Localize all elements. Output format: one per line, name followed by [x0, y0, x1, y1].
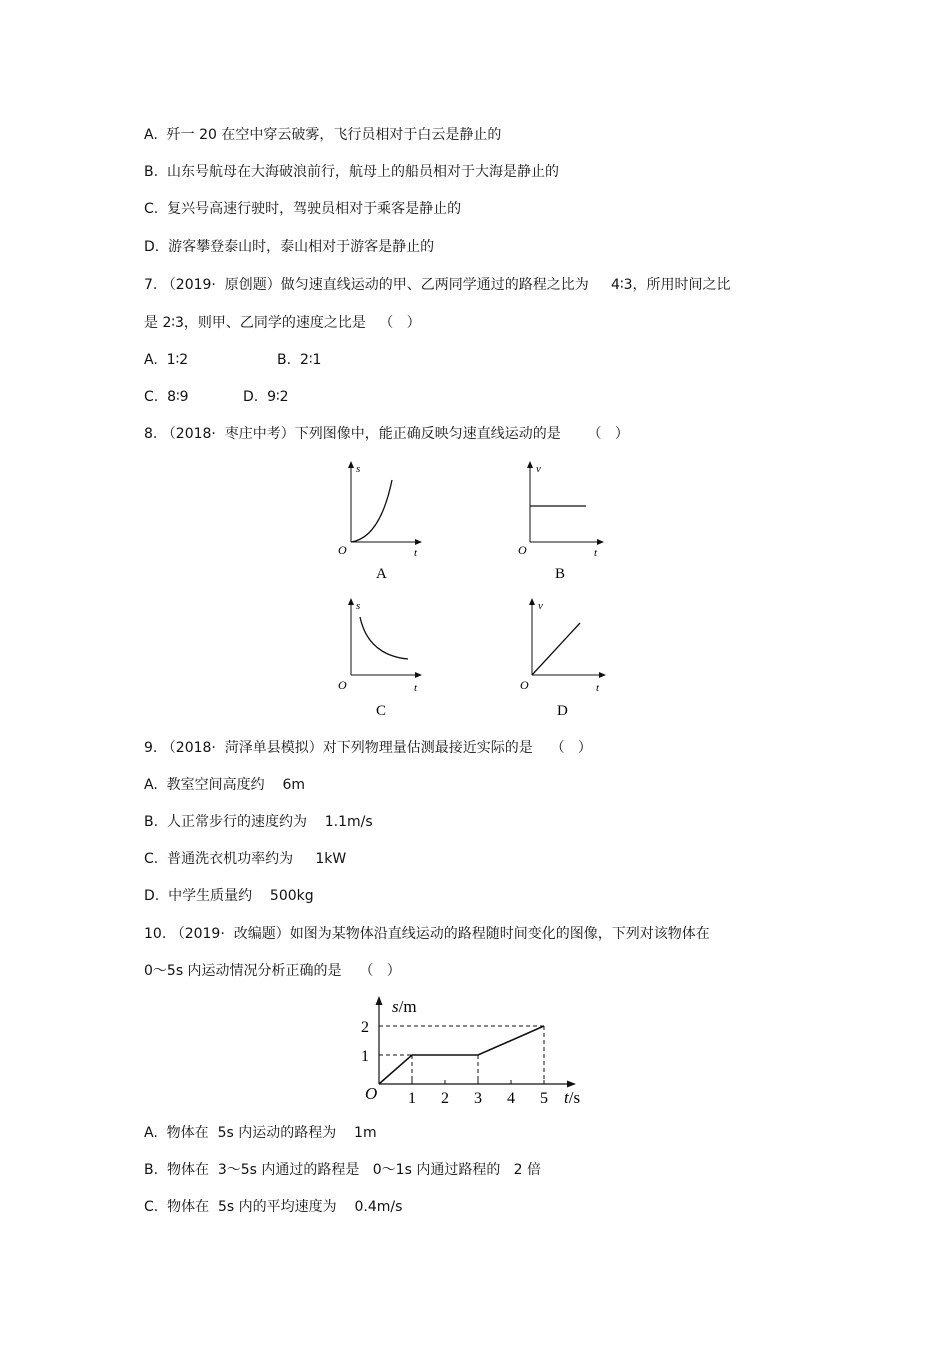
graph-a-x-label: t [414, 547, 418, 559]
x-tick-label: 1 [408, 1090, 416, 1107]
graph-d-label: D [557, 703, 568, 719]
x-tick-label: 2 [441, 1090, 449, 1107]
q7-stem-line1: 7. （2019· 原创题）做匀速直线运动的甲、乙两同学通过的路程之比为 4∶3，所用时间之比 [144, 277, 731, 293]
graph-c [330, 595, 430, 725]
graph-b-y-label: v [536, 463, 541, 475]
y-axis-label: s/m [392, 997, 417, 1016]
q10-stem-line2: 0～5s 内运动情况分析正确的是 （ ） [144, 963, 401, 979]
graph-b-origin: O [518, 543, 527, 557]
graph-a [330, 458, 430, 588]
x-axis-arrow [567, 1081, 576, 1088]
graph-c-y-label: s [356, 600, 361, 612]
graph-c-label: C [376, 703, 387, 719]
graph-a-y-label: s [356, 463, 361, 475]
q7-option-d: D. 9∶2 [243, 389, 289, 405]
graph-c-origin: O [338, 678, 347, 692]
q7-option-b: B. 2∶1 [277, 352, 322, 368]
q10-option-a: A. 物体在 5s 内运动的路程为 1m [144, 1125, 377, 1141]
graph-b-x-label: t [594, 547, 598, 559]
q9-stem: 9. （2018· 菏泽单县模拟）对下列物理量估测最接近实际的是 （ ） [144, 740, 592, 756]
q6-option-d: D. 游客攀登泰山时，泰山相对于游客是静止的 [144, 239, 435, 255]
y-tick-label: 2 [361, 1019, 369, 1036]
q7-option-a: A. 1∶2 [144, 352, 189, 368]
graph-a-label: A [376, 566, 387, 582]
y-axis-arrow [376, 996, 383, 1005]
graph-d [508, 595, 618, 725]
graph-a-origin: O [338, 543, 347, 557]
q9-option-b: B. 人正常步行的速度约为 1.1m/s [144, 814, 373, 830]
s-t-chart [355, 992, 595, 1112]
q10-option-b: B. 物体在 3～5s 内通过的路程是 0～1s 内通过路程的 2 倍 [144, 1162, 542, 1178]
graph-d-y-label: v [538, 600, 543, 612]
q6-option-b: B. 山东号航母在大海破浪前行，航母上的船员相对于大海是静止的 [144, 164, 559, 180]
q9-option-d: D. 中学生质量约 500kg [144, 888, 314, 904]
q8-stem: 8. （2018· 枣庄中考）下列图像中，能正确反映匀速直线运动的是 （ ） [144, 426, 629, 442]
origin-label: O [365, 1084, 378, 1103]
q9-option-a: A. 教室空间高度约 6m [144, 777, 306, 793]
x-tick-label: 5 [540, 1090, 548, 1107]
y-tick-label: 1 [361, 1048, 369, 1065]
x-tick-label: 4 [507, 1090, 515, 1107]
graph-d-x-label: t [596, 682, 600, 694]
graph-c-x-label: t [414, 682, 418, 694]
graph-b-label: B [555, 566, 566, 582]
q10-stem-line1: 10. （2019· 改编题）如图为某物体沿直线运动的路程随时间变化的图像，下列对该物体在 [144, 926, 710, 942]
q6-option-c: C. 复兴号高速行驶时，驾驶员相对于乘客是静止的 [144, 201, 462, 217]
x-tick-label: 3 [474, 1090, 482, 1107]
x-axis-label: t/s [564, 1088, 581, 1107]
q7-stem-line2: 是 2∶3，则甲、乙同学的速度之比是 （ ） [144, 315, 421, 331]
q9-option-c: C. 普通洗衣机功率约为 1kW [144, 851, 347, 867]
graph-b [508, 458, 618, 588]
q6-option-a: A. 歼一 20 在空中穿云破雾，飞行员相对于白云是静止的 [144, 127, 502, 143]
q10-option-c: C. 物体在 5s 内的平均速度为 0.4m/s [144, 1199, 403, 1215]
q7-option-c: C. 8∶9 [144, 389, 189, 405]
graph-d-origin: O [520, 678, 529, 692]
